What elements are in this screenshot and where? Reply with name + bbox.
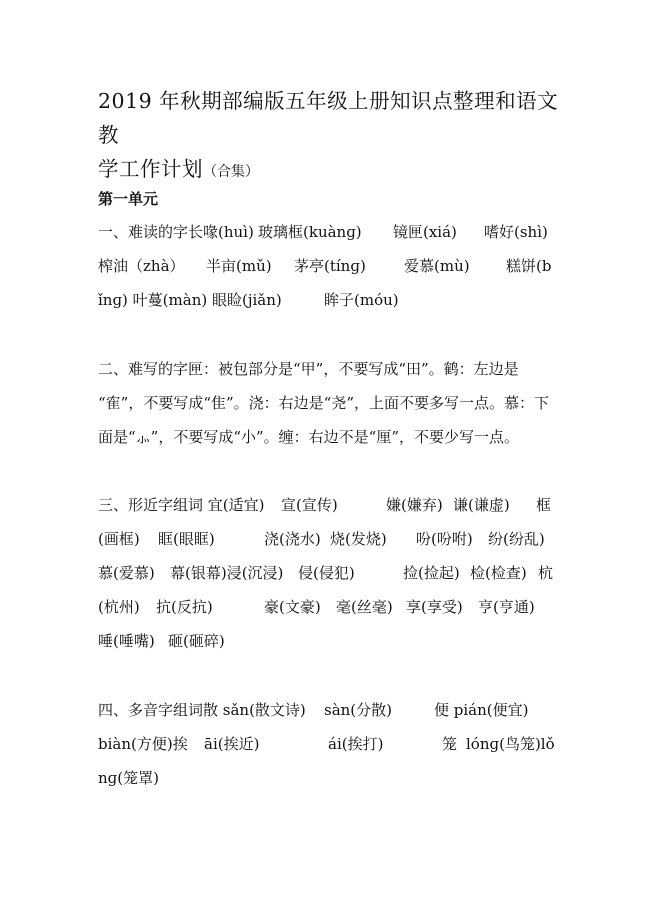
text-segment: 眸子(móu): [324, 291, 399, 309]
section2-line-3: 面是“⺗”，不要写成“小”。缠：右边不是“厘”，不要少写一点。: [98, 428, 520, 446]
section2-line-2: “隺”，不要写成“隹”。浇：右边是“尧”，上面不要多写一点。慕：下: [98, 394, 550, 412]
unit-heading: 第一单元: [98, 190, 159, 208]
text-segment: 一、难读的字长喙(huì): [98, 223, 254, 241]
text-segment: ái(挨打): [328, 735, 384, 753]
text-segment: 框: [536, 496, 552, 514]
text-segment: lónɡ(鸟笼)lǒ: [466, 735, 555, 753]
text-segment: nɡ(笼罩): [98, 769, 159, 787]
text-segment: 纷(纷乱): [488, 530, 545, 548]
text-segment: 检(检查): [470, 564, 527, 582]
text-segment: 吩(吩咐): [416, 530, 473, 548]
text-segment: 镜匣(xiá): [393, 223, 457, 241]
text-segment: 谦(谦虚): [453, 496, 510, 514]
text-segment: 嗜好(shì): [484, 223, 548, 241]
text-segment: 砸(砸碎): [168, 632, 225, 650]
text-segment: 眶(眼眶): [158, 530, 215, 548]
text-segment: 享(享受): [406, 598, 463, 616]
text-segment: 茅亭(tínɡ): [294, 257, 366, 275]
text-segment: 榨油（zhà）: [98, 257, 185, 275]
text-segment: 抗(反抗): [156, 598, 213, 616]
text-segment: 玻璃框(kuànɡ): [258, 223, 362, 241]
text-segment: 亨(亨通): [478, 598, 535, 616]
document-title: [98, 84, 568, 189]
section2-line-1: 二、难写的字匣：被包部分是“甲”，不要写成“田”。鹤：左边是: [98, 360, 519, 378]
text-segment: biàn(方便)挨: [98, 735, 188, 753]
text-segment: 杭: [538, 564, 554, 582]
text-segment: (杭州): [98, 598, 140, 616]
text-segment: 嫌(嫌弃): [386, 496, 443, 514]
text-segment: 浇(浇水): [264, 530, 321, 548]
text-segment: 宣(宣传): [281, 496, 338, 514]
text-segment: ǐnɡ) 叶蔓(màn) 眼睑(jiǎn): [98, 291, 282, 309]
text-segment: 烧(发烧): [330, 530, 387, 548]
text-segment: 便 pián(便宜): [434, 701, 529, 719]
text-segment: 毫(丝毫): [336, 598, 393, 616]
text-segment: 捡(捡起): [403, 564, 460, 582]
text-segment: 三、形近字组词 宜(适宜): [98, 496, 265, 514]
text-segment: 慕(爱慕): [98, 564, 155, 582]
text-segment: āi(挨近): [204, 735, 260, 753]
title-suffix: （合集）: [203, 164, 259, 180]
text-segment: (画框): [98, 530, 140, 548]
text-segment: 幕(银幕)浸(沉浸): [170, 564, 284, 582]
text-segment: 豪(文豪): [264, 598, 321, 616]
title-text: 学工作计划: [98, 157, 203, 181]
text-segment: 爱慕(mù): [404, 257, 470, 275]
text-segment: 糕饼(b: [506, 257, 552, 275]
text-segment: 侵(侵犯): [298, 564, 355, 582]
text-segment: 四、多音字组词散 sǎn(散文诗): [98, 701, 306, 719]
text-segment: 笼: [442, 735, 458, 753]
text-segment: sàn(分散): [324, 701, 393, 719]
title-line-1: 2019 年秋期部编版五年级上册知识点整理和语文教: [98, 89, 559, 147]
title-line-2: [98, 152, 568, 189]
text-segment: 半亩(mǔ): [206, 257, 272, 275]
text-segment: 唾(唾嘴): [98, 632, 155, 650]
